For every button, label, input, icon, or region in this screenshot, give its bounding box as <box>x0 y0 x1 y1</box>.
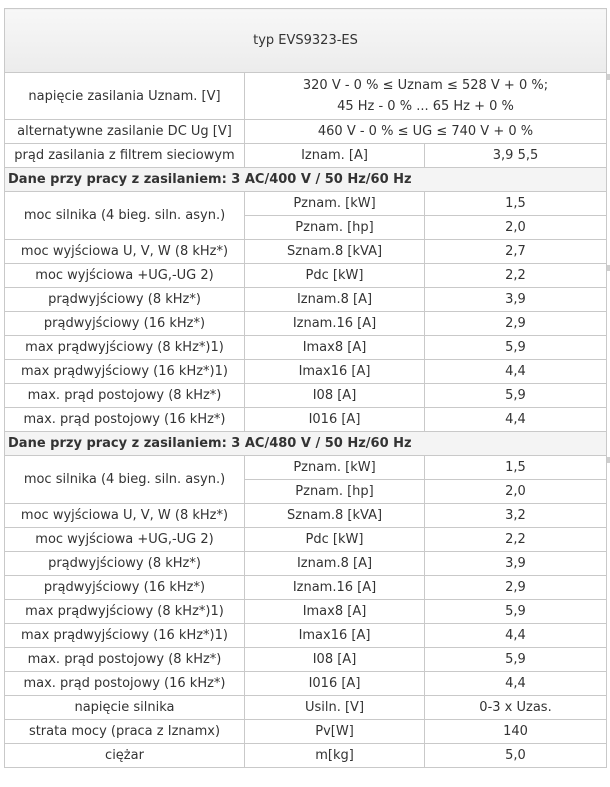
section-heading-row <box>5 432 607 456</box>
row-label: moc silnika (4 bieg. siln. asyn.) <box>5 456 245 504</box>
table-header-row <box>5 9 607 73</box>
table-row <box>5 624 607 648</box>
row-unit: I08 [A] <box>245 384 425 408</box>
row-label: prądwyjściowy (8 kHz*) <box>5 552 245 576</box>
row-value: 4,4 <box>425 360 607 384</box>
row-label: max. prąd postojowy (16 kHz*) <box>5 672 245 696</box>
row-label: prądwyjściowy (8 kHz*) <box>5 288 245 312</box>
row-value: 2,2 <box>425 264 607 288</box>
row-unit: Pznam. [kW] <box>245 456 425 480</box>
row-value: 4,4 <box>425 408 607 432</box>
row-unit: Pdc [kW] <box>245 528 425 552</box>
table-row <box>5 240 607 264</box>
row-unit: I016 [A] <box>245 408 425 432</box>
row-label: prądwyjściowy (16 kHz*) <box>5 576 245 600</box>
table-row <box>5 552 607 576</box>
table-row <box>5 384 607 408</box>
row-value: 2,2 <box>425 528 607 552</box>
row-label: max. prąd postojowy (8 kHz*) <box>5 384 245 408</box>
table-row <box>5 120 607 144</box>
row-label: moc wyjściowa U, V, W (8 kHz*) <box>5 240 245 264</box>
table-row <box>5 312 607 336</box>
row-value: 0-3 x Uzas. <box>425 696 607 720</box>
row-label: moc silnika (4 bieg. siln. asyn.) <box>5 192 245 240</box>
row-value: 140 <box>425 720 607 744</box>
table-row <box>5 73 607 120</box>
row-label: max prądwyjściowy (8 kHz*)1) <box>5 600 245 624</box>
row-unit: Iznam.16 [A] <box>245 312 425 336</box>
row-unit: Sznam.8 [kVA] <box>245 504 425 528</box>
table-row <box>5 720 607 744</box>
row-unit: Pv[W] <box>245 720 425 744</box>
row-value: 3,2 <box>425 504 607 528</box>
row-unit: Iznam. [A] <box>245 144 425 168</box>
row-value: 4,4 <box>425 672 607 696</box>
spec-table-container <box>4 8 606 768</box>
row-label: max prądwyjściowy (16 kHz*)1) <box>5 624 245 648</box>
row-value: 4,4 <box>425 624 607 648</box>
row-value: 2,0 <box>425 216 607 240</box>
row-unit: I08 [A] <box>245 648 425 672</box>
row-label: moc wyjściowa U, V, W (8 kHz*) <box>5 504 245 528</box>
row-value: 5,9 <box>425 384 607 408</box>
table-row <box>5 288 607 312</box>
table-row <box>5 576 607 600</box>
row-value: 3,9 <box>425 552 607 576</box>
row-unit: m[kg] <box>245 744 425 768</box>
table-row <box>5 696 607 720</box>
section-heading-480v: Dane przy pracy z zasilaniem: 3 AC/480 V / 50 Hz/60 Hz <box>5 432 607 456</box>
row-label: prąd zasilania z filtrem sieciowym <box>5 144 245 168</box>
value-line-2: 45 Hz - 0 % ... 65 Hz + 0 % <box>337 99 514 114</box>
row-value: 2,9 <box>425 312 607 336</box>
row-unit: Pznam. [hp] <box>245 480 425 504</box>
row-unit: I016 [A] <box>245 672 425 696</box>
row-value: 460 V - 0 % ≤ UG ≤ 740 V + 0 % <box>245 120 607 144</box>
row-value: 1,5 <box>425 192 607 216</box>
row-unit: Iznam.8 [A] <box>245 552 425 576</box>
row-label: napięcie silnika <box>5 696 245 720</box>
table-row <box>5 648 607 672</box>
table-row <box>5 456 607 480</box>
row-value: 5,9 <box>425 336 607 360</box>
row-unit: Pznam. [kW] <box>245 192 425 216</box>
row-unit: Imax8 [A] <box>245 336 425 360</box>
table-row <box>5 336 607 360</box>
row-label: max. prąd postojowy (8 kHz*) <box>5 648 245 672</box>
row-value: 5,0 <box>425 744 607 768</box>
row-unit: Iznam.16 [A] <box>245 576 425 600</box>
row-unit: Usiln. [V] <box>245 696 425 720</box>
row-label: moc wyjściowa +UG,-UG 2) <box>5 528 245 552</box>
row-label: max prądwyjściowy (8 kHz*)1) <box>5 336 245 360</box>
row-unit: Imax16 [A] <box>245 360 425 384</box>
row-value: 3,9 5,5 <box>425 144 607 168</box>
table-row <box>5 528 607 552</box>
row-unit: Iznam.8 [A] <box>245 288 425 312</box>
row-label: ciężar <box>5 744 245 768</box>
spec-table <box>4 8 607 768</box>
row-value: 1,5 <box>425 456 607 480</box>
row-value: 5,9 <box>425 648 607 672</box>
row-value <box>245 73 607 120</box>
table-row <box>5 264 607 288</box>
value-line-1: 320 V - 0 % ≤ Uznam ≤ 528 V + 0 %; <box>302 78 549 93</box>
row-label: max prądwyjściowy (16 kHz*)1) <box>5 360 245 384</box>
row-value: 2,0 <box>425 480 607 504</box>
row-value: 3,9 <box>425 288 607 312</box>
table-row <box>5 360 607 384</box>
table-row <box>5 744 607 768</box>
table-row <box>5 144 607 168</box>
table-title: typ EVS9323-ES <box>5 9 607 73</box>
table-row <box>5 408 607 432</box>
table-row <box>5 672 607 696</box>
row-label: alternatywne zasilanie DC Ug [V] <box>5 120 245 144</box>
table-row <box>5 504 607 528</box>
table-row <box>5 600 607 624</box>
row-value: 2,7 <box>425 240 607 264</box>
row-label: prądwyjściowy (16 kHz*) <box>5 312 245 336</box>
table-row <box>5 192 607 216</box>
row-label: moc wyjściowa +UG,-UG 2) <box>5 264 245 288</box>
row-unit: Pznam. [hp] <box>245 216 425 240</box>
row-value: 2,9 <box>425 576 607 600</box>
row-unit: Imax16 [A] <box>245 624 425 648</box>
row-unit: Pdc [kW] <box>245 264 425 288</box>
row-unit: Sznam.8 [kVA] <box>245 240 425 264</box>
row-label: max. prąd postojowy (16 kHz*) <box>5 408 245 432</box>
row-value: 5,9 <box>425 600 607 624</box>
row-label: strata mocy (praca z Iznamx) <box>5 720 245 744</box>
row-label: napięcie zasilania Uznam. [V] <box>5 73 245 120</box>
row-unit: Imax8 [A] <box>245 600 425 624</box>
section-heading-400v: Dane przy pracy z zasilaniem: 3 AC/400 V / 50 Hz/60 Hz <box>5 168 607 192</box>
section-heading-row <box>5 168 607 192</box>
